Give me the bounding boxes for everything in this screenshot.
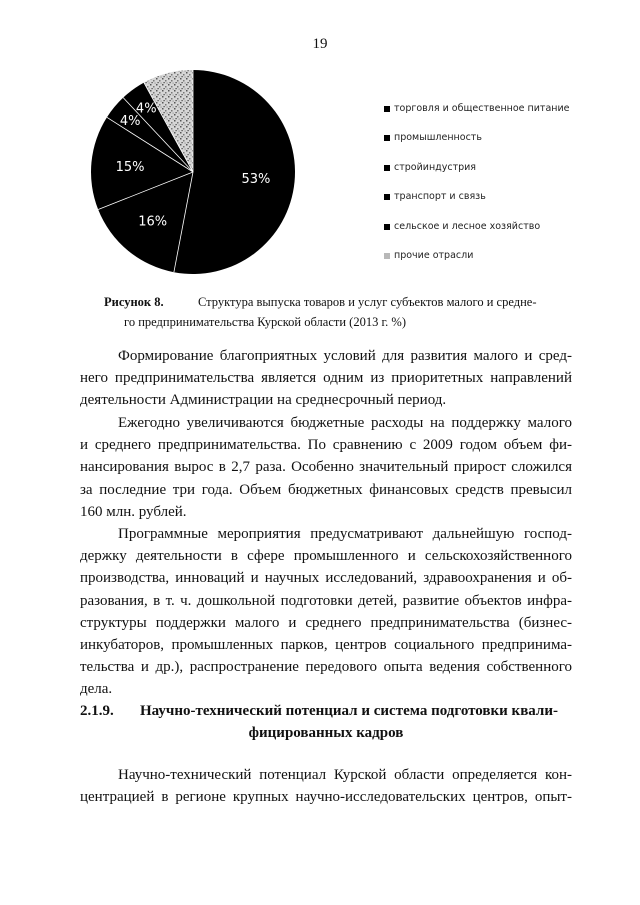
text-line: дела. [80, 681, 113, 698]
legend-swatch [384, 194, 390, 200]
legend-label: прочие отрасли [394, 249, 474, 261]
paragraph-4 [80, 764, 572, 808]
legend-label: сельское и лесное хозяйство [394, 220, 541, 232]
text-line: Формирование благоприятных условий для развития малого и сред- [118, 348, 572, 364]
legend-item [384, 221, 570, 250]
legend-item [384, 162, 570, 191]
legend-swatch [384, 135, 390, 141]
text-line: и среднего предпринимательства. По сравнению с 2009 годом объем фи- [80, 437, 572, 454]
figure-label: Рисунок 8. [104, 295, 164, 309]
pie-data-label: 4% [135, 101, 157, 117]
text-line: Ежегодно увеличиваются бюджетные расходы на поддержку малого [118, 415, 572, 431]
figure-caption-line-2: го предпринимательства Курской области (2013 г. %) [124, 315, 406, 329]
section-title-line-1: Научно-технический потенциал и система подготовки квали- [140, 703, 558, 719]
text-line: за последние три года. Объем бюджетных финансовых средств превысил [80, 481, 572, 498]
legend-item [384, 103, 570, 132]
legend-label: промышленность [394, 132, 482, 144]
pie-data-label: 16% [138, 214, 168, 230]
pie-data-label: 15% [115, 160, 145, 176]
text-line: центрацией в регионе крупных научно-исследовательских центров, опыт- [80, 789, 572, 806]
page-number: 19 [312, 36, 328, 52]
chart-legend [384, 103, 570, 279]
legend-item [384, 191, 570, 220]
section-heading [80, 700, 572, 744]
legend-label: торговля и общественное питание [394, 103, 570, 114]
legend-swatch [384, 253, 390, 259]
text-line: держку деятельности в сфере промышленного и сельскохозяйственного [80, 548, 572, 565]
text-line: тельства и др.), распространение передового опыта ведения собственного [80, 659, 572, 676]
paragraph-2 [80, 412, 572, 523]
text-line: Научно-технический потенциал Курской области определяется кон- [118, 767, 572, 783]
text-line: структуры поддержки малого и среднего предпринимательства (бизнес- [80, 614, 572, 631]
legend-item [384, 132, 570, 161]
text-line: инкубаторов, промышленных парков, центров социального предпринима- [80, 637, 572, 654]
text-line: производства, инноваций и научных исследований, здравоохранения и об- [80, 570, 572, 587]
paragraph-1 [80, 345, 572, 412]
pie-data-label: 53% [241, 171, 271, 187]
pie-chart [60, 60, 360, 280]
legend-label: стройиндустрия [394, 161, 477, 173]
figure-caption [104, 292, 584, 332]
legend-swatch [384, 106, 390, 112]
legend-swatch [384, 165, 390, 171]
text-line: разования, в т. ч. дошкольной подготовки детей, развитие объектов инфра- [80, 592, 572, 609]
pie-data-label: 4% [119, 113, 141, 129]
text-line: деятельности Администрации на среднесрочный период. [80, 392, 447, 409]
legend-item [384, 250, 570, 279]
text-line: него предпринимательства является одним из приоритетных направлений [80, 370, 572, 387]
legend-swatch [384, 224, 390, 230]
figure-caption-line-1: Структура выпуска товаров и услуг субъектов малого и средне- [198, 295, 537, 309]
section-title-line-2: фицированных кадров [248, 725, 404, 741]
legend-label: транспорт и связь [394, 191, 486, 203]
paragraph-3 [80, 523, 572, 701]
section-number: 2.1.9. [80, 703, 114, 719]
text-line: Программные мероприятия предусматривают дальнейшую господ- [118, 526, 572, 542]
text-line: 160 млн. рублей. [80, 503, 187, 520]
text-line: нансирования вырос в 2,7 раза. Особенно значительный прирост сложился [80, 459, 572, 476]
